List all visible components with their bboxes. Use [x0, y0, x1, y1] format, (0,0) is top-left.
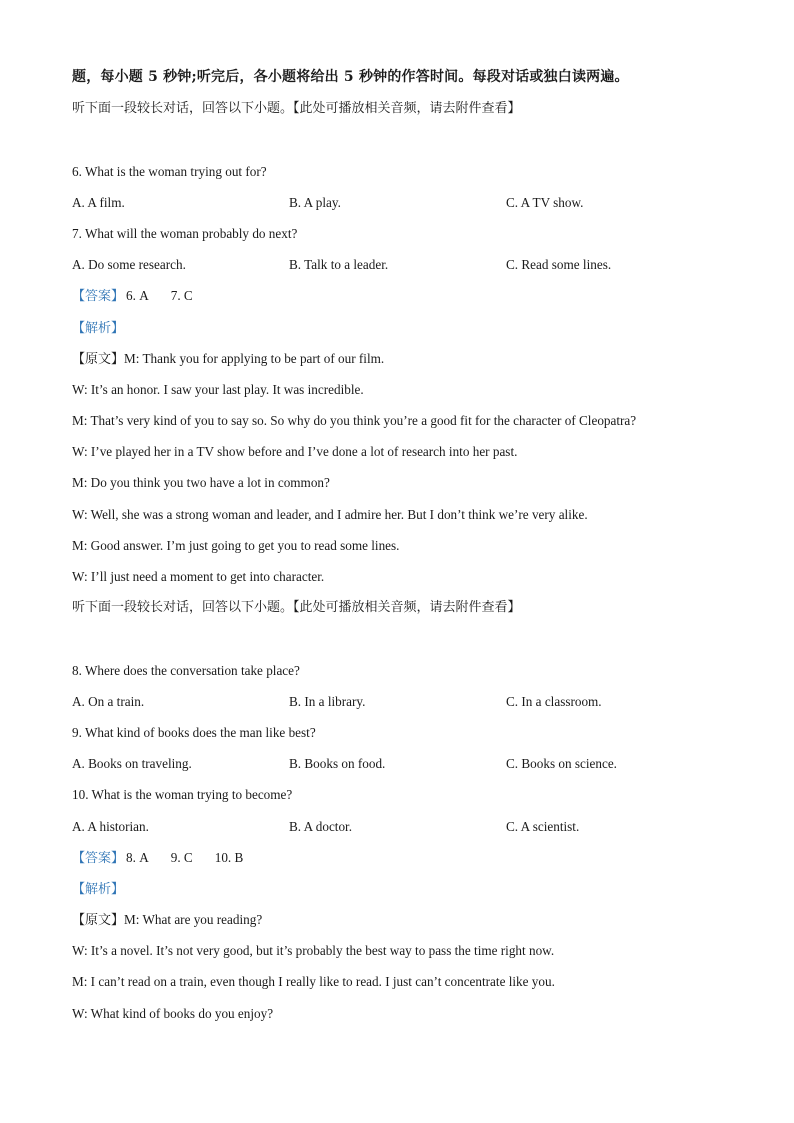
- question-6-option-a: A. A film.: [72, 194, 125, 210]
- transcript-line: [72, 343, 732, 374]
- answer-values: [126, 850, 243, 865]
- question-6-stem: 6. What is the woman trying out for?: [72, 163, 267, 179]
- transcript-line: W: I’ve played her in a TV show before and I’ve done a lot of research into her past.: [72, 444, 518, 460]
- question-7-stem: 7. What will the woman probably do next?: [72, 225, 298, 241]
- transcript-line: M: Do you think you two have a lot in common?: [72, 475, 330, 491]
- question-7-options: [72, 249, 732, 280]
- answer-line-2: [72, 842, 732, 873]
- question-10-option-b: B. A doctor.: [289, 818, 353, 834]
- question-8-option-a: A. On a train.: [72, 693, 145, 709]
- answer-7: 7. C: [170, 288, 193, 304]
- question-8-options: [72, 686, 732, 717]
- transcript-line: W: I’ll just need a moment to get into character.: [72, 569, 325, 584]
- answer-8: 8. A: [126, 849, 149, 865]
- answer-values: [126, 288, 193, 303]
- listening-instruction-2: 听下面一段较长对话，回答以下小题。【此处可播放相关音频，请去附件查看】: [72, 600, 521, 616]
- question-6-options: [72, 187, 732, 218]
- question-8-option-b: B. In a library.: [289, 693, 366, 709]
- answer-tag: 【答案】: [72, 289, 125, 305]
- answer-9: 9. C: [170, 849, 193, 865]
- question-7-option-c: C. Read some lines.: [506, 257, 612, 273]
- question-10-options: [72, 811, 732, 842]
- question-10-option-a: A. A historian.: [72, 818, 149, 834]
- transcript-line: M: That’s very kind of you to say so. So why do you think you’re a good fit for the character of Cleopatra?: [72, 413, 637, 429]
- original-tag: 【原文】: [72, 351, 125, 367]
- spacer: [72, 623, 732, 654]
- transcript-line: W: Well, she was a strong woman and leader, and I admire her. But I don’t think we’re very alike.: [72, 506, 588, 522]
- answer-6: 6. A: [126, 288, 149, 304]
- question-8-stem: 8. Where does the conversation take place?: [72, 662, 300, 678]
- question-10-stem: 10. What is the woman trying to become?: [72, 787, 293, 803]
- question-9-option-a: A. Books on traveling.: [72, 756, 192, 772]
- answer-line-1: [72, 280, 732, 311]
- question-7-option-b: B. Talk to a leader.: [289, 257, 389, 273]
- question-7-option-a: A. Do some research.: [72, 257, 186, 273]
- transcript-text: M: What are you reading?: [124, 912, 263, 928]
- question-6-option-c: C. A TV show.: [506, 194, 584, 210]
- spacer: [72, 124, 732, 155]
- question-9-option-c: C. Books on science.: [506, 756, 617, 772]
- transcript-line: W: It’s an honor. I saw your last play. It was incredible.: [72, 381, 364, 397]
- analysis-line-1: [72, 312, 732, 343]
- question-9-stem: 9. What kind of books does the man like best?: [72, 724, 316, 740]
- original-tag: 【原文】: [72, 913, 125, 929]
- answer-10: 10. B: [214, 849, 244, 865]
- question-9-option-b: B. Books on food.: [289, 756, 386, 772]
- question-10-option-c: C. A scientist.: [506, 818, 580, 834]
- answer-tag: 【答案】: [72, 850, 125, 866]
- transcript-text: M: Thank you for applying to be part of our film.: [124, 350, 385, 366]
- listening-instruction-1: 听下面一段较长对话，回答以下小题。【此处可播放相关音频，请去附件查看】: [72, 101, 521, 117]
- analysis-tag: 【解析】: [72, 320, 125, 336]
- analysis-line-2: [72, 873, 732, 904]
- question-6-option-b: B. A play.: [289, 194, 341, 210]
- question-8-option-c: C. In a classroom.: [506, 693, 602, 709]
- transcript-line: [72, 904, 732, 935]
- transcript-line: W: It’s a novel. It’s not very good, but it’s probably the best way to pass the time right now.: [72, 943, 555, 959]
- section-intro: 题，每小题 5 秒钟;听完后，各小题将给出 5 秒钟的作答时间。每段对话或独白读两遍。: [72, 69, 629, 85]
- analysis-tag: 【解析】: [72, 881, 125, 897]
- question-9-options: [72, 748, 732, 779]
- transcript-line: W: What kind of books do you enjoy?: [72, 1005, 274, 1021]
- transcript-line: M: Good answer. I’m just going to get you to read some lines.: [72, 537, 400, 553]
- transcript-line: M: I can’t read on a train, even though I really like to read. I just can’t concentrate like you.: [72, 974, 555, 990]
- document-page: [72, 62, 732, 1029]
